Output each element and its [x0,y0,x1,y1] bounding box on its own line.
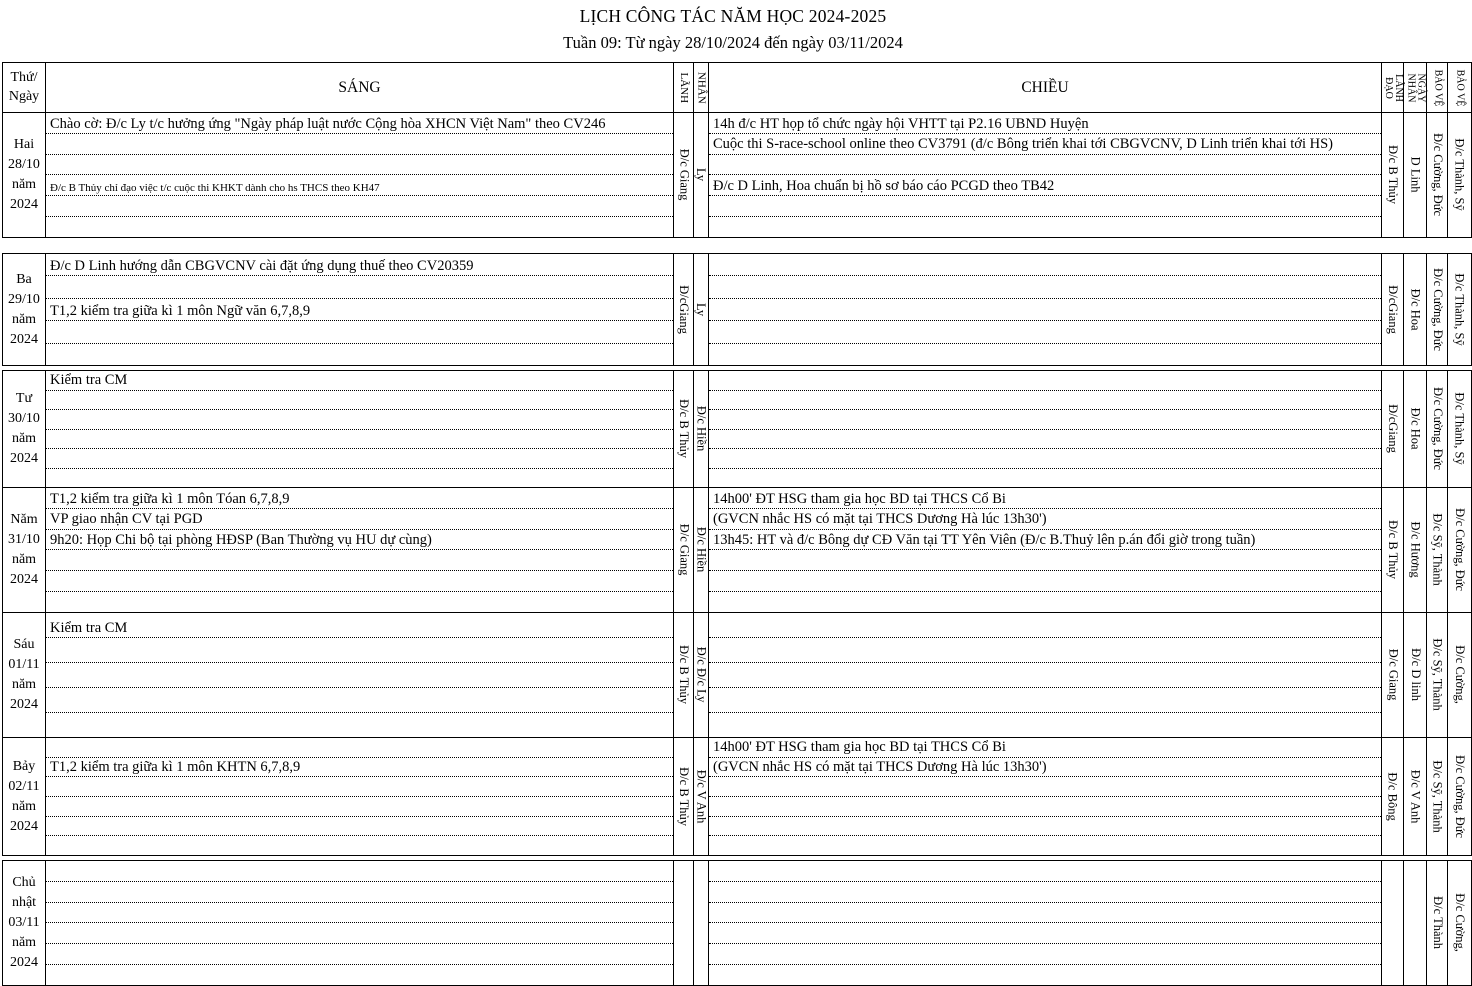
afternoon-cell-line [709,550,1381,571]
afternoon-cell-line [709,836,1381,855]
entry-text: Kiểm tra CM [50,372,128,389]
day-label-line: 03/11 [8,915,40,930]
morning-cell-line [46,155,673,176]
entry-text: 13h45: HT và đ/c Bông dự CĐ Văn tại TT Yên Viên (Đ/c B.Thuỷ lên p.án đổi giờ trong tuần) [713,532,1256,549]
afternoon-duty-cell-1 [1382,861,1404,985]
vertical-text: Đ/c V Anh [694,769,709,824]
morning-cell-line [46,663,673,688]
morning-cell-line [46,797,673,817]
day-label-line: năm [11,552,37,567]
afternoon-cell-line [709,817,1381,837]
header-morning-duty-2 [694,63,709,112]
afternoon-duty-cell-3 [1427,254,1448,365]
day-label-line: 2024 [10,451,38,466]
day-label-line: 2024 [10,331,38,347]
vertical-text: Đ/c B Thủy [1386,145,1401,205]
morning-cell-line [46,488,673,509]
afternoon-cell-line [709,509,1381,530]
morning-cell-line [46,196,673,217]
header-afternoon: CHIỀU [709,63,1382,112]
day-label-line: 2024 [10,697,38,712]
vertical-text: Đ/c B Thủy [677,645,692,705]
morning-duty-lanh-cell [674,861,694,985]
vertical-text: Ly [694,168,709,182]
vertical-text: Đ/c Giang [1386,649,1401,701]
day-cell [3,613,46,737]
morning-cell-line [46,758,673,778]
afternoon-cell-line [709,321,1381,343]
entry-text: T1,2 kiểm tra giữa kì 1 môn KHTN 6,7,8,9 [50,759,301,776]
day-label-line: Sáu [13,637,35,652]
entry-text: (GVCN nhắc HS có mặt tại THCS Dương Hà lúc 13h30') [713,511,1047,528]
morning-cell-line [46,344,673,365]
morning-cell-line [46,571,673,592]
entry-text: Đ/c D Linh, Hoa chuẩn bị hồ sơ báo cáo PCGD theo TB42 [713,178,1055,195]
afternoon-cell [709,738,1382,855]
vertical-text: Đ/c D linh [1408,648,1423,702]
afternoon-duty-cell-3 [1427,371,1448,487]
afternoon-cell-line [709,276,1381,298]
afternoon-duty-cell-4 [1448,488,1471,612]
day-label-line: năm [11,935,37,950]
vertical-text: Đ/c B Thủy [677,399,692,459]
afternoon-cell-line [709,944,1381,965]
vertical-text: Đ/cGiang [1386,404,1401,454]
vertical-text: Đ/c B Thủy [677,767,692,826]
afternoon-duty-cell-1 [1382,113,1404,237]
morning-cell-line [46,638,673,663]
day-label-line: 2024 [10,197,38,212]
day-label-line: năm [11,431,37,446]
vertical-text: Đ/c Hiền [694,406,709,452]
afternoon-cell [709,113,1382,237]
header-afternoon-duty-2 [1404,63,1427,112]
morning-duty-lanh-cell [674,254,694,365]
afternoon-cell [709,613,1382,737]
afternoon-cell-line [709,175,1381,196]
day-cell [3,861,46,985]
morning-cell-line [46,923,673,944]
afternoon-cell-line [709,430,1381,450]
day-row-4 [2,487,1472,613]
vertical-text: Đ/c Thành, Sỹ [1453,392,1468,466]
morning-duty-nhan-cell [694,488,709,612]
morning-cell-line [46,738,673,758]
day-label-line: 29/10 [8,291,40,307]
entry-text: 14h đ/c HT họp tổ chức ngày hội VHTT tại P2.16 UBND Huyện [713,115,1089,132]
day-label-line: 28/10 [8,157,40,172]
morning-cell-line [46,509,673,530]
afternoon-duty-cell-4 [1448,613,1471,737]
afternoon-cell-line [709,923,1381,944]
day-row-2 [2,253,1472,366]
vertical-text: Đ/c Hoa [1408,408,1423,450]
afternoon-cell-line [709,713,1381,737]
entry-text: VP giao nhận CV tại PGD [50,511,203,528]
vertical-text: Đ/c Cường, Đức [1430,387,1445,471]
afternoon-cell-line [709,217,1381,237]
header-afternoon-duty-4 [1448,63,1471,112]
vertical-text: Đ/c Hiền [694,527,709,573]
morning-cell-line [46,391,673,411]
vertical-text: Đ/c Sỹ, Thành [1430,638,1445,712]
vertical-text: NGÀY NHÂN [1405,73,1427,102]
entry-text: Đ/c B Thủy chỉ đạo việc t/c cuộc thi KHKT dành cho hs THCS theo KH47 [50,181,380,194]
afternoon-cell-line [709,688,1381,713]
morning-cell-line [46,299,673,321]
afternoon-cell-line [709,965,1381,985]
morning-duty-nhan-cell [694,613,709,737]
day-row-5 [2,612,1472,738]
morning-cell-line [46,688,673,713]
afternoon-duty-cell-2 [1404,371,1427,487]
day-label-line: 02/11 [8,778,40,794]
morning-duty-lanh-cell [674,488,694,612]
day-label-line: năm [11,311,37,327]
day-label-line: 30/10 [8,411,40,426]
morning-duty-nhan-cell [694,738,709,855]
afternoon-cell-line [709,613,1381,638]
afternoon-cell-line [709,663,1381,688]
morning-duty-lanh-cell [674,613,694,737]
day-label-line: năm [11,677,37,692]
morning-cell-line [46,965,673,985]
afternoon-cell-line [709,391,1381,411]
vertical-text: Đ/c Cường, Đức [1453,508,1468,592]
day-label-line: Năm [10,512,38,527]
page-title: LỊCH CÔNG TÁC NĂM HỌC 2024-2025 [579,6,887,26]
header-morning: SÁNG [46,63,674,112]
vertical-text: Đ/c Bông [1386,772,1401,821]
day-row-7 [2,860,1472,986]
entry-text: 9h20: Họp Chi bộ tại phòng HĐSP (Ban Thường vụ HU dự cùng) [50,532,432,549]
vertical-text: Đ/c Hương [1408,521,1423,579]
morning-cell [46,113,674,237]
vertical-text: Đ/c V Anh [1408,769,1423,824]
table-header-row [2,62,1472,113]
vertical-text: D Linh [1408,157,1423,193]
entry-text: Đ/c D Linh hướng dẫn CBGVCNV cài đặt ứng dụng thuế theo CV20359 [50,258,474,275]
morning-cell-line [46,550,673,571]
day-label-line: Bảy [12,758,36,774]
entry-text: 14h00' ĐT HSG tham gia học BD tại THCS Cổ Bi [713,490,1006,507]
afternoon-cell-line [709,488,1381,509]
afternoon-cell-line [709,449,1381,469]
morning-cell-line [46,836,673,855]
morning-cell-line [46,592,673,612]
afternoon-cell-line [709,134,1381,155]
vertical-text: Đ/c Thành [1430,896,1445,950]
morning-cell [46,488,674,612]
day-row-3 [2,370,1472,488]
afternoon-cell-line [709,638,1381,663]
afternoon-cell-line [709,371,1381,391]
morning-cell-line [46,777,673,797]
day-row-1 [2,112,1472,238]
afternoon-duty-cell-2 [1404,861,1427,985]
vertical-text: Đ/cGiang [1386,285,1401,334]
morning-cell-line [46,713,673,737]
morning-cell-line [46,371,673,391]
morning-duty-nhan-cell [694,254,709,365]
day-label-line: 01/11 [8,657,40,672]
afternoon-cell [709,861,1382,985]
morning-cell-line [46,861,673,882]
day-label-line: 31/10 [8,532,40,547]
header-morning-duty-1 [674,63,694,112]
afternoon-cell-line [709,571,1381,592]
afternoon-cell-line [709,410,1381,430]
vertical-text: Đ/c Sỹ, Thành [1430,513,1445,587]
entry-text: T1,2 kiểm tra giữa kì 1 môn Tóan 6,7,8,9 [50,490,290,507]
morning-cell-line [46,817,673,837]
afternoon-cell [709,254,1382,365]
afternoon-duty-cell-4 [1448,738,1471,855]
morning-cell-line [46,113,673,134]
morning-duty-nhan-cell [694,113,709,237]
day-cell [3,488,46,612]
morning-cell [46,371,674,487]
afternoon-duty-cell-3 [1427,613,1448,737]
afternoon-cell-line [709,861,1381,882]
vertical-text: NHÂN [695,71,708,104]
afternoon-cell-line [709,797,1381,817]
day-cell [3,738,46,855]
vertical-text: Đ/c Cường, Đức [1430,268,1445,351]
morning-cell [46,254,674,365]
afternoon-cell-line [709,113,1381,134]
morning-duty-lanh-cell [674,738,694,855]
afternoon-duty-cell-3 [1427,738,1448,855]
vertical-text: Đ/c Cường, Đức [1430,133,1445,217]
morning-cell-line [46,276,673,298]
header-day [3,63,46,112]
day-label-line: năm [11,798,37,814]
afternoon-cell-line [709,299,1381,321]
afternoon-cell-line [709,777,1381,797]
day-label-line: Hai [13,137,35,152]
day-label-line: 2024 [10,572,38,587]
header-afternoon-duty-3 [1427,63,1448,112]
entry-text: T1,2 kiểm tra giữa kì 1 môn Ngữ văn 6,7,8,9 [50,303,311,319]
morning-cell [46,861,674,985]
morning-cell-line [46,254,673,276]
afternoon-duty-cell-2 [1404,113,1427,237]
morning-cell-line [46,217,673,237]
afternoon-duty-cell-1 [1382,738,1404,855]
entry-text: (GVCN nhắc HS có mặt tại THCS Dương Hà lúc 13h30') [713,759,1047,776]
morning-cell-line [46,321,673,343]
afternoon-cell-line [709,344,1381,365]
afternoon-duty-cell-2 [1404,488,1427,612]
afternoon-cell-line [709,738,1381,758]
header-day-line: Ngày [8,88,40,104]
afternoon-cell-line [709,903,1381,924]
vertical-text: Đ/c Hoa [1408,288,1423,331]
vertical-text: BẢO VỆ [1454,69,1466,106]
afternoon-duty-cell-4 [1448,371,1471,487]
afternoon-duty-cell-2 [1404,738,1427,855]
vertical-text: Đ/c Cường, Đức [1453,755,1468,838]
day-label-line: nhật [11,895,37,910]
vertical-text: Đ/c Thành, Sỹ [1453,273,1468,346]
vertical-text: Đ/c Sỹ, Thành [1430,760,1445,833]
day-label-line: 2024 [10,818,38,834]
afternoon-cell-line [709,592,1381,612]
day-row-6 [2,737,1472,856]
vertical-text: LÃNH [678,72,691,103]
afternoon-cell-line [709,530,1381,551]
afternoon-duty-cell-4 [1448,254,1471,365]
afternoon-duty-cell-1 [1382,488,1404,612]
vertical-text: Đ/c Cường, [1453,645,1468,705]
vertical-text: Đ/c B Thủy [1386,520,1401,580]
morning-cell-line [46,175,673,196]
afternoon-duty-cell-2 [1404,254,1427,365]
afternoon-duty-cell-1 [1382,371,1404,487]
day-label-line: Ba [16,271,32,287]
afternoon-cell [709,371,1382,487]
vertical-text: BẢO VỆ [1432,69,1444,106]
afternoon-duty-cell-3 [1427,488,1448,612]
entry-text: Cuộc thi S-race-school online theo CV3791 (đ/c Bông triển khai tới CBGVCNV, D Linh triển khai tới HS) [713,136,1333,153]
morning-cell [46,738,674,855]
afternoon-cell-line [709,882,1381,903]
afternoon-duty-cell-4 [1448,113,1471,237]
day-cell [3,371,46,487]
morning-cell-line [46,944,673,965]
morning-cell-line [46,530,673,551]
entry-text: Kiểm tra CM [50,619,128,636]
vertical-text: Đ/c Giang [677,524,692,576]
morning-cell-line [46,613,673,638]
afternoon-cell-line [709,758,1381,778]
day-label-line: năm [11,177,37,192]
header-afternoon-duty-1 [1382,63,1404,112]
morning-cell [46,613,674,737]
afternoon-cell [709,488,1382,612]
vertical-text: Đ/c Cường, [1453,893,1468,953]
vertical-text: Đ/c Đ/c Ly [694,647,709,703]
day-label-line: Chủ [12,875,36,890]
afternoon-duty-cell-3 [1427,861,1448,985]
morning-cell-line [46,410,673,430]
vertical-text: Đ/cGiang [677,285,692,334]
day-cell [3,113,46,237]
afternoon-duty-cell-3 [1427,113,1448,237]
morning-cell-line [46,134,673,155]
afternoon-duty-cell-4 [1448,861,1471,985]
morning-cell-line [46,469,673,488]
morning-duty-lanh-cell [674,371,694,487]
day-label-line: Tư [15,391,33,406]
header-day-line: Thứ/ [10,70,38,86]
morning-cell-line [46,882,673,903]
day-label-line: 2024 [10,955,38,970]
entry-text: 14h00' ĐT HSG tham gia học BD tại THCS Cổ Bi [713,739,1006,756]
morning-cell-line [46,903,673,924]
morning-cell-line [46,449,673,469]
afternoon-cell-line [709,469,1381,488]
afternoon-cell-line [709,155,1381,176]
morning-duty-lanh-cell [674,113,694,237]
afternoon-cell-line [709,254,1381,276]
entry-text: Chào cờ: Đ/c Ly t/c hưởng ứng "Ngày pháp luật nước Cộng hòa XHCN Việt Nam" theo CV246 [50,115,606,132]
morning-duty-nhan-cell [694,861,709,985]
vertical-text: Đ/c Giang [677,149,692,201]
vertical-text: LÃNH ĐẠO [1382,73,1404,102]
morning-duty-nhan-cell [694,371,709,487]
afternoon-duty-cell-1 [1382,613,1404,737]
morning-cell-line [46,430,673,450]
day-cell [3,254,46,365]
afternoon-duty-cell-2 [1404,613,1427,737]
afternoon-duty-cell-1 [1382,254,1404,365]
afternoon-cell-line [709,196,1381,217]
page-subtitle: Tuần 09: Từ ngày 28/10/2024 đến ngày 03/11/2024 [563,33,903,52]
vertical-text: Ly [694,302,709,317]
vertical-text: Đ/c Thành, Sỹ [1453,138,1468,212]
